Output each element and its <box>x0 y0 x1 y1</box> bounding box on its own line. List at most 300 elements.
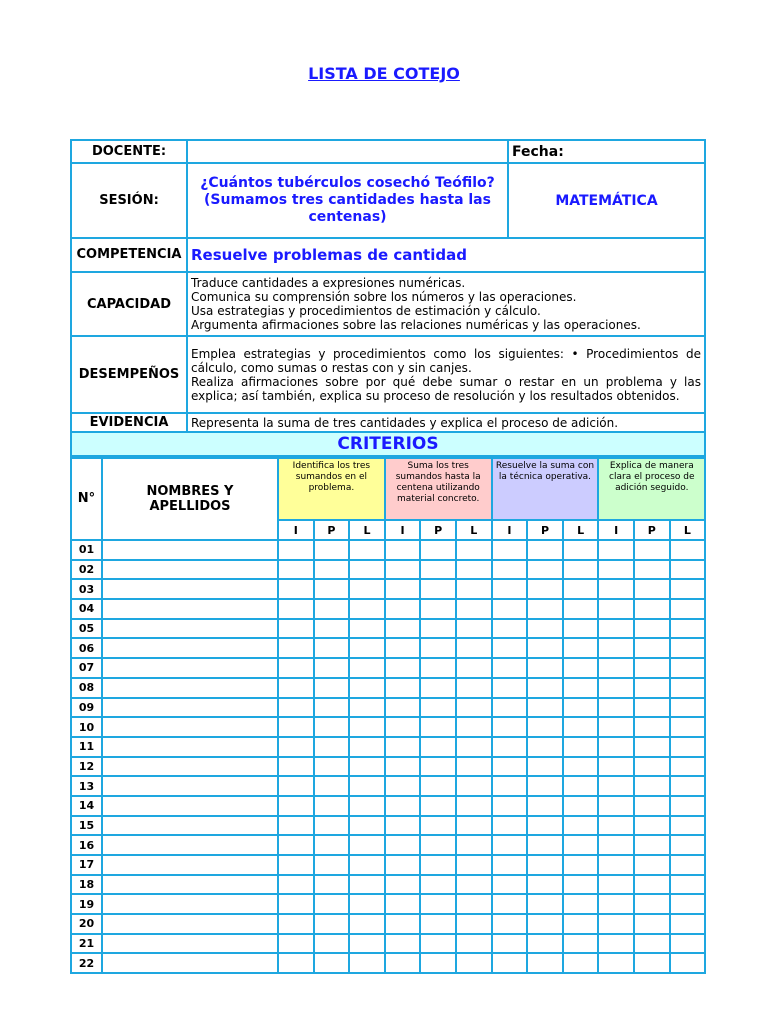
check-cell[interactable] <box>598 855 634 875</box>
check-cell[interactable] <box>598 717 634 737</box>
check-cell[interactable] <box>634 934 670 954</box>
check-cell[interactable] <box>278 934 314 954</box>
check-cell[interactable] <box>349 540 385 560</box>
student-name-cell[interactable] <box>102 776 278 796</box>
check-cell[interactable] <box>527 658 563 678</box>
check-cell[interactable] <box>278 953 314 973</box>
check-cell[interactable] <box>527 737 563 757</box>
check-cell[interactable] <box>385 796 421 816</box>
check-cell[interactable] <box>527 953 563 973</box>
check-cell[interactable] <box>349 875 385 895</box>
check-cell[interactable] <box>563 934 599 954</box>
check-cell[interactable] <box>385 658 421 678</box>
check-cell[interactable] <box>634 540 670 560</box>
check-cell[interactable] <box>492 875 528 895</box>
check-cell[interactable] <box>278 560 314 580</box>
check-cell[interactable] <box>492 796 528 816</box>
check-cell[interactable] <box>456 894 492 914</box>
check-cell[interactable] <box>634 717 670 737</box>
check-cell[interactable] <box>598 658 634 678</box>
check-cell[interactable] <box>634 619 670 639</box>
check-cell[interactable] <box>598 796 634 816</box>
check-cell[interactable] <box>349 579 385 599</box>
check-cell[interactable] <box>314 599 350 619</box>
check-cell[interactable] <box>527 776 563 796</box>
check-cell[interactable] <box>456 796 492 816</box>
check-cell[interactable] <box>385 619 421 639</box>
student-name-cell[interactable] <box>102 894 278 914</box>
names-header: NOMBRES Y APELLIDOS <box>102 458 278 540</box>
check-cell[interactable] <box>278 737 314 757</box>
check-cell[interactable] <box>278 678 314 698</box>
check-cell[interactable] <box>349 717 385 737</box>
check-cell[interactable] <box>670 560 706 580</box>
check-cell[interactable] <box>563 953 599 973</box>
check-cell[interactable] <box>420 934 456 954</box>
check-cell[interactable] <box>420 953 456 973</box>
check-cell[interactable] <box>314 698 350 718</box>
check-cell[interactable] <box>278 875 314 895</box>
check-cell[interactable] <box>278 717 314 737</box>
check-cell[interactable] <box>598 894 634 914</box>
check-cell[interactable] <box>314 717 350 737</box>
check-cell[interactable] <box>527 717 563 737</box>
check-cell[interactable] <box>670 894 706 914</box>
check-cell[interactable] <box>492 816 528 836</box>
check-cell[interactable] <box>456 934 492 954</box>
check-cell[interactable] <box>598 678 634 698</box>
check-cell[interactable] <box>634 776 670 796</box>
check-cell[interactable] <box>314 658 350 678</box>
check-cell[interactable] <box>349 560 385 580</box>
check-cell[interactable] <box>527 540 563 560</box>
student-name-cell[interactable] <box>102 678 278 698</box>
check-cell[interactable] <box>634 835 670 855</box>
check-cell[interactable] <box>278 599 314 619</box>
check-cell[interactable] <box>527 599 563 619</box>
check-cell[interactable] <box>385 757 421 777</box>
check-cell[interactable] <box>420 579 456 599</box>
check-cell[interactable] <box>420 638 456 658</box>
check-cell[interactable] <box>634 875 670 895</box>
row-number: 18 <box>71 875 102 895</box>
check-cell[interactable] <box>349 816 385 836</box>
student-name-cell[interactable] <box>102 698 278 718</box>
check-cell[interactable] <box>563 757 599 777</box>
level-header: P <box>634 520 670 540</box>
check-cell[interactable] <box>456 835 492 855</box>
check-cell[interactable] <box>492 914 528 934</box>
check-cell[interactable] <box>598 934 634 954</box>
check-cell[interactable] <box>527 894 563 914</box>
check-cell[interactable] <box>670 698 706 718</box>
check-cell[interactable] <box>385 540 421 560</box>
student-name-cell[interactable] <box>102 875 278 895</box>
check-cell[interactable] <box>314 619 350 639</box>
check-cell[interactable] <box>314 757 350 777</box>
check-cell[interactable] <box>492 835 528 855</box>
check-cell[interactable] <box>420 816 456 836</box>
check-cell[interactable] <box>314 638 350 658</box>
check-cell[interactable] <box>670 737 706 757</box>
check-cell[interactable] <box>314 678 350 698</box>
check-cell[interactable] <box>670 776 706 796</box>
table-row <box>71 678 705 698</box>
check-cell[interactable] <box>349 796 385 816</box>
check-cell[interactable] <box>385 698 421 718</box>
check-cell[interactable] <box>349 638 385 658</box>
table-row <box>71 855 705 875</box>
student-name-cell[interactable] <box>102 717 278 737</box>
check-cell[interactable] <box>492 658 528 678</box>
check-cell[interactable] <box>314 914 350 934</box>
check-cell[interactable] <box>314 540 350 560</box>
check-cell[interactable] <box>385 638 421 658</box>
check-cell[interactable] <box>527 757 563 777</box>
check-cell[interactable] <box>598 835 634 855</box>
check-cell[interactable] <box>563 717 599 737</box>
check-cell[interactable] <box>456 953 492 973</box>
check-cell[interactable] <box>527 678 563 698</box>
check-cell[interactable] <box>278 776 314 796</box>
check-cell[interactable] <box>492 579 528 599</box>
student-name-cell[interactable] <box>102 914 278 934</box>
check-cell[interactable] <box>563 835 599 855</box>
check-cell[interactable] <box>492 953 528 973</box>
check-cell[interactable] <box>634 796 670 816</box>
check-cell[interactable] <box>492 737 528 757</box>
check-cell[interactable] <box>563 638 599 658</box>
check-cell[interactable] <box>527 875 563 895</box>
check-cell[interactable] <box>670 579 706 599</box>
check-cell[interactable] <box>670 678 706 698</box>
check-cell[interactable] <box>492 698 528 718</box>
check-cell[interactable] <box>385 875 421 895</box>
check-cell[interactable] <box>634 599 670 619</box>
check-cell[interactable] <box>385 599 421 619</box>
check-cell[interactable] <box>563 796 599 816</box>
check-cell[interactable] <box>420 894 456 914</box>
check-cell[interactable] <box>634 579 670 599</box>
check-cell[interactable] <box>278 619 314 639</box>
student-name-cell[interactable] <box>102 835 278 855</box>
check-cell[interactable] <box>527 796 563 816</box>
check-cell[interactable] <box>598 599 634 619</box>
student-name-cell[interactable] <box>102 560 278 580</box>
check-cell[interactable] <box>598 619 634 639</box>
check-cell[interactable] <box>456 855 492 875</box>
check-cell[interactable] <box>349 599 385 619</box>
check-cell[interactable] <box>349 934 385 954</box>
check-cell[interactable] <box>563 560 599 580</box>
check-cell[interactable] <box>314 855 350 875</box>
check-cell[interactable] <box>670 638 706 658</box>
check-cell[interactable] <box>420 776 456 796</box>
check-cell[interactable] <box>314 560 350 580</box>
check-cell[interactable] <box>420 560 456 580</box>
check-cell[interactable] <box>456 816 492 836</box>
check-cell[interactable] <box>420 855 456 875</box>
check-cell[interactable] <box>456 579 492 599</box>
check-cell[interactable] <box>598 816 634 836</box>
check-cell[interactable] <box>349 698 385 718</box>
check-cell[interactable] <box>456 776 492 796</box>
check-cell[interactable] <box>278 698 314 718</box>
check-cell[interactable] <box>670 540 706 560</box>
check-cell[interactable] <box>420 599 456 619</box>
student-name-cell[interactable] <box>102 757 278 777</box>
check-cell[interactable] <box>670 934 706 954</box>
check-cell[interactable] <box>420 717 456 737</box>
check-cell[interactable] <box>634 816 670 836</box>
check-cell[interactable] <box>492 638 528 658</box>
check-cell[interactable] <box>634 757 670 777</box>
check-cell[interactable] <box>314 894 350 914</box>
check-cell[interactable] <box>563 737 599 757</box>
check-cell[interactable] <box>634 914 670 934</box>
check-cell[interactable] <box>598 776 634 796</box>
check-cell[interactable] <box>278 540 314 560</box>
check-cell[interactable] <box>385 678 421 698</box>
docente-field[interactable] <box>187 140 508 163</box>
student-name-cell[interactable] <box>102 934 278 954</box>
check-cell[interactable] <box>598 737 634 757</box>
check-cell[interactable] <box>670 599 706 619</box>
check-cell[interactable] <box>563 875 599 895</box>
student-name-cell[interactable] <box>102 638 278 658</box>
check-cell[interactable] <box>456 638 492 658</box>
check-cell[interactable] <box>634 894 670 914</box>
check-cell[interactable] <box>598 953 634 973</box>
check-cell[interactable] <box>385 717 421 737</box>
check-cell[interactable] <box>420 678 456 698</box>
check-cell[interactable] <box>492 717 528 737</box>
check-cell[interactable] <box>385 855 421 875</box>
check-cell[interactable] <box>420 540 456 560</box>
check-cell[interactable] <box>492 599 528 619</box>
check-cell[interactable] <box>634 698 670 718</box>
check-cell[interactable] <box>598 540 634 560</box>
check-cell[interactable] <box>634 953 670 973</box>
check-cell[interactable] <box>492 855 528 875</box>
check-cell[interactable] <box>278 914 314 934</box>
check-cell[interactable] <box>349 737 385 757</box>
check-cell[interactable] <box>456 599 492 619</box>
check-cell[interactable] <box>456 540 492 560</box>
check-cell[interactable] <box>670 658 706 678</box>
row-number: 07 <box>71 658 102 678</box>
student-name-cell[interactable] <box>102 855 278 875</box>
check-cell[interactable] <box>670 816 706 836</box>
check-cell[interactable] <box>527 698 563 718</box>
check-cell[interactable] <box>314 934 350 954</box>
check-cell[interactable] <box>385 776 421 796</box>
check-cell[interactable] <box>456 658 492 678</box>
check-cell[interactable] <box>598 560 634 580</box>
check-cell[interactable] <box>349 776 385 796</box>
check-cell[interactable] <box>314 875 350 895</box>
check-cell[interactable] <box>492 540 528 560</box>
check-cell[interactable] <box>563 855 599 875</box>
check-cell[interactable] <box>456 619 492 639</box>
check-cell[interactable] <box>670 717 706 737</box>
check-cell[interactable] <box>670 875 706 895</box>
check-cell[interactable] <box>385 737 421 757</box>
student-name-cell[interactable] <box>102 816 278 836</box>
check-cell[interactable] <box>634 678 670 698</box>
check-cell[interactable] <box>420 698 456 718</box>
criterios-title: CRITERIOS <box>71 432 705 456</box>
check-cell[interactable] <box>420 757 456 777</box>
check-cell[interactable] <box>563 816 599 836</box>
check-cell[interactable] <box>456 914 492 934</box>
check-cell[interactable] <box>278 757 314 777</box>
check-cell[interactable] <box>634 560 670 580</box>
check-cell[interactable] <box>563 619 599 639</box>
check-cell[interactable] <box>349 894 385 914</box>
check-cell[interactable] <box>278 816 314 836</box>
check-cell[interactable] <box>420 658 456 678</box>
check-cell[interactable] <box>385 579 421 599</box>
check-cell[interactable] <box>385 934 421 954</box>
check-cell[interactable] <box>634 658 670 678</box>
check-cell[interactable] <box>670 835 706 855</box>
check-cell[interactable] <box>314 953 350 973</box>
check-cell[interactable] <box>527 638 563 658</box>
table-row <box>71 934 705 954</box>
check-cell[interactable] <box>456 875 492 895</box>
check-cell[interactable] <box>385 894 421 914</box>
table-row <box>71 914 705 934</box>
table-row <box>71 737 705 757</box>
student-name-cell[interactable] <box>102 658 278 678</box>
check-cell[interactable] <box>456 560 492 580</box>
check-cell[interactable] <box>349 855 385 875</box>
check-cell[interactable] <box>314 796 350 816</box>
row-number: 21 <box>71 934 102 954</box>
check-cell[interactable] <box>527 560 563 580</box>
check-cell[interactable] <box>420 914 456 934</box>
check-cell[interactable] <box>456 678 492 698</box>
check-cell[interactable] <box>492 894 528 914</box>
check-cell[interactable] <box>278 855 314 875</box>
check-cell[interactable] <box>314 816 350 836</box>
check-cell[interactable] <box>598 638 634 658</box>
check-cell[interactable] <box>598 579 634 599</box>
check-cell[interactable] <box>563 776 599 796</box>
check-cell[interactable] <box>278 835 314 855</box>
check-cell[interactable] <box>349 835 385 855</box>
student-name-cell[interactable] <box>102 737 278 757</box>
check-cell[interactable] <box>670 953 706 973</box>
check-cell[interactable] <box>527 816 563 836</box>
check-cell[interactable] <box>420 737 456 757</box>
check-cell[interactable] <box>278 638 314 658</box>
check-cell[interactable] <box>385 953 421 973</box>
check-cell[interactable] <box>598 914 634 934</box>
check-cell[interactable] <box>385 835 421 855</box>
check-cell[interactable] <box>349 619 385 639</box>
check-cell[interactable] <box>527 619 563 639</box>
student-name-cell[interactable] <box>102 579 278 599</box>
check-cell[interactable] <box>456 737 492 757</box>
check-cell[interactable] <box>670 796 706 816</box>
student-name-cell[interactable] <box>102 599 278 619</box>
check-cell[interactable] <box>563 914 599 934</box>
check-cell[interactable] <box>670 855 706 875</box>
check-cell[interactable] <box>420 835 456 855</box>
check-cell[interactable] <box>314 835 350 855</box>
check-cell[interactable] <box>492 560 528 580</box>
check-cell[interactable] <box>527 835 563 855</box>
check-cell[interactable] <box>278 658 314 678</box>
check-cell[interactable] <box>527 579 563 599</box>
check-cell[interactable] <box>314 737 350 757</box>
student-name-cell[interactable] <box>102 796 278 816</box>
check-cell[interactable] <box>563 579 599 599</box>
check-cell[interactable] <box>670 619 706 639</box>
check-cell[interactable] <box>278 796 314 816</box>
check-cell[interactable] <box>670 914 706 934</box>
check-cell[interactable] <box>492 619 528 639</box>
check-cell[interactable] <box>420 875 456 895</box>
check-cell[interactable] <box>563 540 599 560</box>
student-name-cell[interactable] <box>102 540 278 560</box>
check-cell[interactable] <box>670 757 706 777</box>
check-cell[interactable] <box>349 658 385 678</box>
fecha-label[interactable]: Fecha: <box>508 140 705 163</box>
check-cell[interactable] <box>634 638 670 658</box>
check-cell[interactable] <box>634 855 670 875</box>
check-cell[interactable] <box>598 757 634 777</box>
check-cell[interactable] <box>420 619 456 639</box>
student-name-cell[interactable] <box>102 619 278 639</box>
check-cell[interactable] <box>598 875 634 895</box>
check-cell[interactable] <box>314 579 350 599</box>
check-cell[interactable] <box>492 934 528 954</box>
check-cell[interactable] <box>385 914 421 934</box>
check-cell[interactable] <box>563 658 599 678</box>
check-cell[interactable] <box>385 560 421 580</box>
check-cell[interactable] <box>385 816 421 836</box>
check-cell[interactable] <box>349 678 385 698</box>
check-cell[interactable] <box>456 717 492 737</box>
check-cell[interactable] <box>527 934 563 954</box>
check-cell[interactable] <box>527 914 563 934</box>
check-cell[interactable] <box>349 757 385 777</box>
student-name-cell[interactable] <box>102 953 278 973</box>
check-cell[interactable] <box>456 698 492 718</box>
check-cell[interactable] <box>456 757 492 777</box>
check-cell[interactable] <box>278 579 314 599</box>
check-cell[interactable] <box>563 678 599 698</box>
check-cell[interactable] <box>349 914 385 934</box>
check-cell[interactable] <box>563 599 599 619</box>
check-cell[interactable] <box>563 698 599 718</box>
check-cell[interactable] <box>420 796 456 816</box>
check-cell[interactable] <box>349 953 385 973</box>
check-cell[interactable] <box>278 894 314 914</box>
check-cell[interactable] <box>598 698 634 718</box>
check-cell[interactable] <box>527 855 563 875</box>
check-cell[interactable] <box>492 776 528 796</box>
check-cell[interactable] <box>634 737 670 757</box>
area-name: MATEMÁTICA <box>508 163 705 238</box>
check-cell[interactable] <box>492 757 528 777</box>
check-cell[interactable] <box>492 678 528 698</box>
check-cell[interactable] <box>563 894 599 914</box>
check-cell[interactable] <box>314 776 350 796</box>
